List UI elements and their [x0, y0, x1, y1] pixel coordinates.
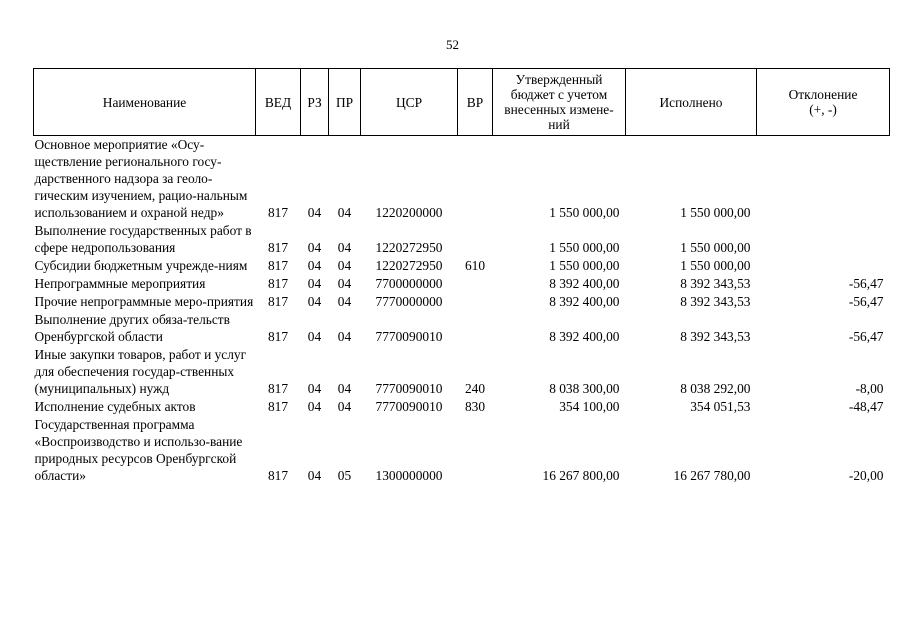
row-csr: 1220272950 [375, 240, 443, 255]
row-budget: 1 550 000,00 [549, 240, 620, 255]
header-name: Наименование [34, 69, 256, 136]
row-rz: 04 [307, 381, 322, 396]
row-deviation: -48,47 [848, 399, 884, 414]
row-name: Непрограммные мероприятия [34, 276, 206, 291]
header-budget: Утвержденный бюджет с учетом внесенных измене-ний [493, 69, 626, 136]
page-number: 52 [446, 37, 459, 52]
table-row [34, 346, 890, 398]
row-ved: 817 [267, 329, 289, 344]
row-pr: 04 [337, 276, 352, 291]
row-budget: 1 550 000,00 [549, 258, 620, 273]
budget-execution-table [33, 68, 890, 485]
row-ved: 817 [267, 381, 289, 396]
row-deviation: -56,47 [848, 294, 884, 309]
row-pr: 04 [337, 329, 352, 344]
header-vr: ВР [458, 69, 493, 136]
row-vr [458, 416, 493, 485]
table-header [34, 69, 890, 136]
row-deviation [757, 257, 890, 275]
header-ved: ВЕД [256, 69, 301, 136]
row-ved: 817 [267, 399, 289, 414]
table-row [34, 293, 890, 311]
row-budget: 1 550 000,00 [549, 205, 620, 220]
row-executed: 1 550 000,00 [680, 258, 751, 273]
row-pr: 04 [337, 258, 352, 273]
row-name: Основное мероприятие «Осу-ществление регионального госу-дарственного надзора за геоло-гическим изучением, рацио-нальным использованием и охраной недр» [34, 137, 248, 220]
table-row [34, 222, 890, 257]
row-pr: 05 [337, 468, 352, 483]
row-pr: 04 [337, 381, 352, 396]
row-executed: 8 038 292,00 [680, 381, 751, 396]
row-csr: 1220200000 [375, 205, 443, 220]
row-pr: 04 [337, 399, 352, 414]
row-deviation [757, 222, 890, 257]
row-name: Прочие непрограммные меро-приятия [34, 294, 254, 309]
row-vr [458, 311, 493, 346]
row-budget: 8 392 400,00 [549, 329, 620, 344]
header-csr: ЦСР [361, 69, 458, 136]
row-deviation: -8,00 [855, 381, 884, 396]
row-executed: 8 392 343,53 [680, 276, 751, 291]
header-rz: РЗ [301, 69, 329, 136]
row-vr [458, 275, 493, 293]
row-budget: 354 100,00 [559, 399, 620, 414]
row-name: Выполнение государственных работ в сфере недропользования [34, 223, 252, 255]
row-ved: 817 [267, 258, 289, 273]
row-budget: 8 392 400,00 [549, 276, 620, 291]
row-name: Иные закупки товаров, работ и услуг для обеспечения государ-ственных (муниципальных) нужд [34, 347, 247, 396]
row-name: Субсидии бюджетным учрежде-ниям [34, 258, 248, 273]
row-csr: 7770090010 [375, 381, 443, 396]
row-csr: 7700000000 [375, 276, 443, 291]
row-executed: 1 550 000,00 [680, 240, 751, 255]
row-rz: 04 [307, 399, 322, 414]
row-name: Выполнение других обяза-тельств Оренбургской области [34, 312, 230, 344]
row-ved: 817 [267, 276, 289, 291]
row-ved: 817 [267, 468, 289, 483]
row-executed: 354 051,53 [690, 399, 751, 414]
row-name: Государственная программа «Воспроизводство и использо-вание природных ресурсов Оренбургской области» [34, 417, 243, 483]
table-body [34, 136, 890, 486]
table-row [34, 136, 890, 223]
row-csr: 7770090010 [375, 399, 443, 414]
row-vr: 240 [464, 381, 486, 396]
row-vr [458, 222, 493, 257]
row-executed: 1 550 000,00 [680, 205, 751, 220]
row-pr: 04 [337, 294, 352, 309]
row-budget: 8 038 300,00 [549, 381, 620, 396]
row-executed: 8 392 343,53 [680, 329, 751, 344]
row-deviation [757, 136, 890, 223]
table-row [34, 257, 890, 275]
row-budget: 8 392 400,00 [549, 294, 620, 309]
table-row [34, 398, 890, 416]
row-rz: 04 [307, 294, 322, 309]
row-ved: 817 [267, 205, 289, 220]
row-vr: 830 [464, 399, 486, 414]
header-executed: Исполнено [626, 69, 757, 136]
row-ved: 817 [267, 240, 289, 255]
row-csr: 1220272950 [375, 258, 443, 273]
row-csr: 7770000000 [375, 294, 443, 309]
row-rz: 04 [307, 205, 322, 220]
row-executed: 16 267 780,00 [673, 468, 751, 483]
row-deviation: -20,00 [848, 468, 884, 483]
header-pr: ПР [329, 69, 361, 136]
row-rz: 04 [307, 329, 322, 344]
row-vr [458, 136, 493, 223]
row-deviation: -56,47 [848, 276, 884, 291]
table-row [34, 416, 890, 485]
budget-table-container [33, 68, 889, 485]
row-ved: 817 [267, 294, 289, 309]
row-vr [458, 293, 493, 311]
row-executed: 8 392 343,53 [680, 294, 751, 309]
row-rz: 04 [307, 240, 322, 255]
row-rz: 04 [307, 258, 322, 273]
row-pr: 04 [337, 205, 352, 220]
row-deviation: -56,47 [848, 329, 884, 344]
row-rz: 04 [307, 468, 322, 483]
table-row [34, 311, 890, 346]
row-vr: 610 [464, 258, 486, 273]
row-csr: 1300000000 [375, 468, 443, 483]
row-pr: 04 [337, 240, 352, 255]
row-name: Исполнение судебных актов [34, 399, 196, 414]
row-csr: 7770090010 [375, 329, 443, 344]
table-row [34, 275, 890, 293]
header-deviation: Отклонение (+, -) [757, 69, 890, 136]
row-budget: 16 267 800,00 [542, 468, 620, 483]
row-rz: 04 [307, 276, 322, 291]
